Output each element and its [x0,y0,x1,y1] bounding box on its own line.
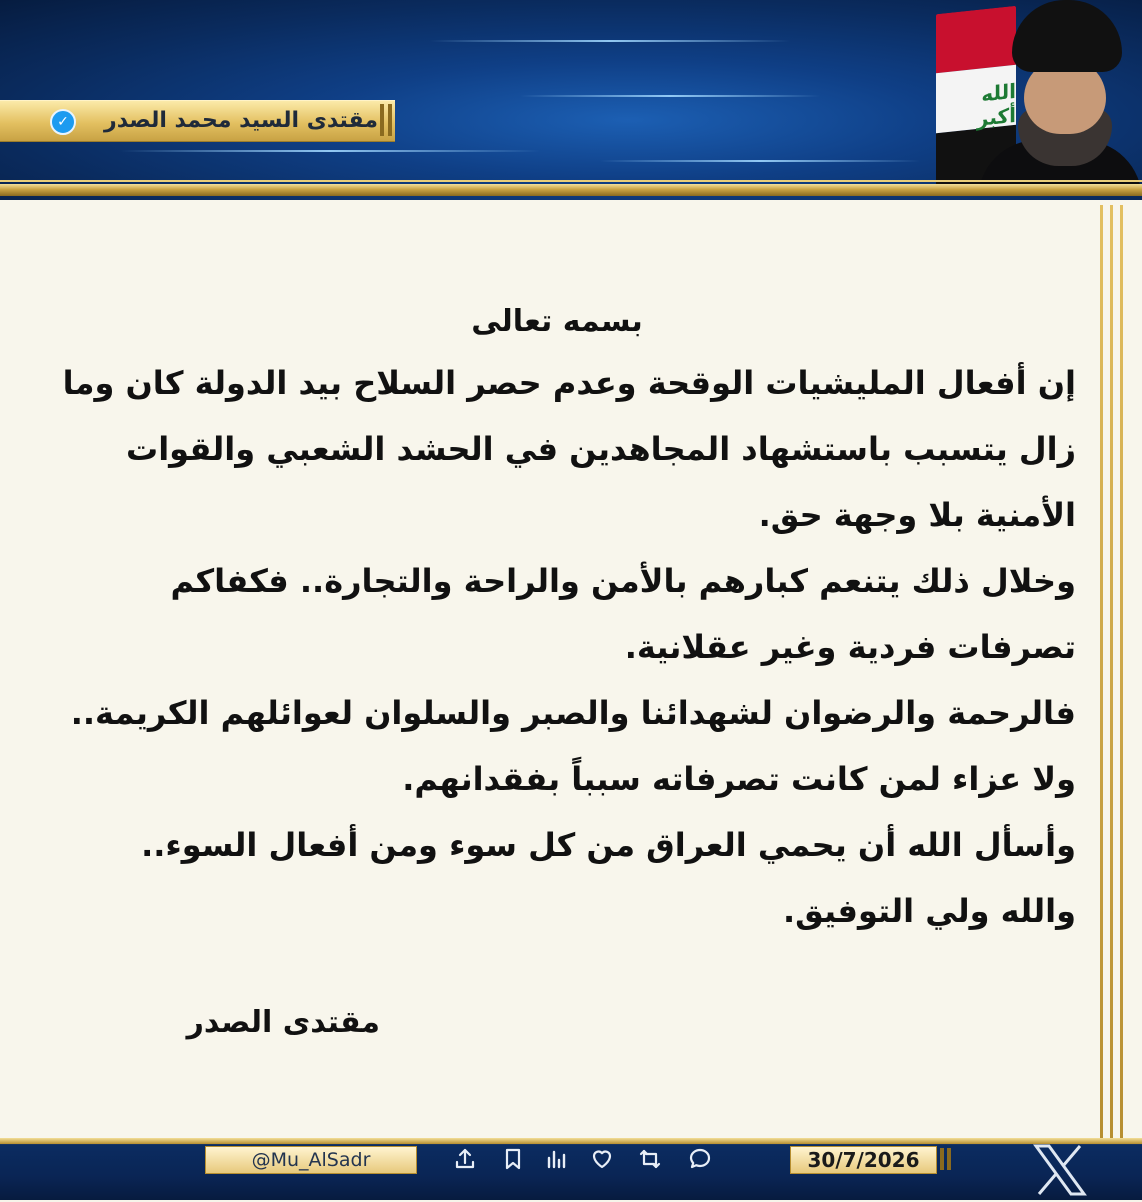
account-handle[interactable]: @Mu_AlSadr [205,1146,417,1174]
profile-portrait [972,0,1142,184]
statement-line: الأمنية بلا وجهة حق. [758,496,1076,534]
gold-frame-line [1100,205,1103,1150]
footer-bar [0,1140,1142,1200]
statement-title: بسمه تعالى [471,304,643,339]
statement-line: فالرحمة والرضوان لشهدائنا والصبر والسلوان لعوائلهم الكريمة.. [70,694,1076,732]
statement-line: والله ولي التوفيق. [782,892,1076,930]
retweet-icon[interactable] [637,1146,663,1172]
gold-divider [0,184,1142,196]
light-streak [120,150,540,152]
statement-line: وأسأل الله أن يحمي العراق من كل سوء ومن أفعال السوء.. [141,826,1076,864]
statement-line: زال يتسبب باستشهاد المجاهدين في الحشد الشعبي والقوات [126,430,1076,468]
like-icon[interactable] [589,1146,615,1172]
statement-line: ولا عزاء لمن كانت تصرفاته سبباً بفقدانهم. [402,760,1076,798]
banner-ornament [388,104,392,136]
views-icon[interactable] [543,1146,569,1172]
date-ornament [940,1148,944,1170]
bookmark-icon[interactable] [500,1146,526,1172]
statement-line: وخلال ذلك يتنعم كبارهم بالأمن والراحة والتجارة.. فكفاكم [170,562,1076,600]
verified-check-icon: ✓ [50,109,76,135]
account-name: مقتدى السيد محمد الصدر [104,108,378,133]
gold-frame-line [1120,205,1123,1150]
light-streak [430,40,790,42]
light-streak [600,160,920,162]
signature: مقتدى الصدر [186,1005,380,1040]
banner-ornament [380,104,384,136]
gold-frame-line [1110,205,1113,1150]
flag-script: الله أكبر [976,79,1016,132]
footer-gold-line [0,1138,1142,1144]
statement-line: إن أفعال المليشيات الوقحة وعدم حصر السلاح بيد الدولة كان وما [62,364,1076,402]
post-date: 30/7/2026 [790,1146,937,1174]
share-icon[interactable] [452,1146,478,1172]
light-streak [520,95,820,97]
date-ornament [947,1148,951,1170]
x-logo-icon[interactable] [1030,1142,1090,1198]
statement-line: تصرفات فردية وغير عقلانية. [624,628,1076,666]
statement-text [38,290,1076,944]
reply-icon[interactable] [687,1146,713,1172]
gold-divider [0,180,1142,182]
